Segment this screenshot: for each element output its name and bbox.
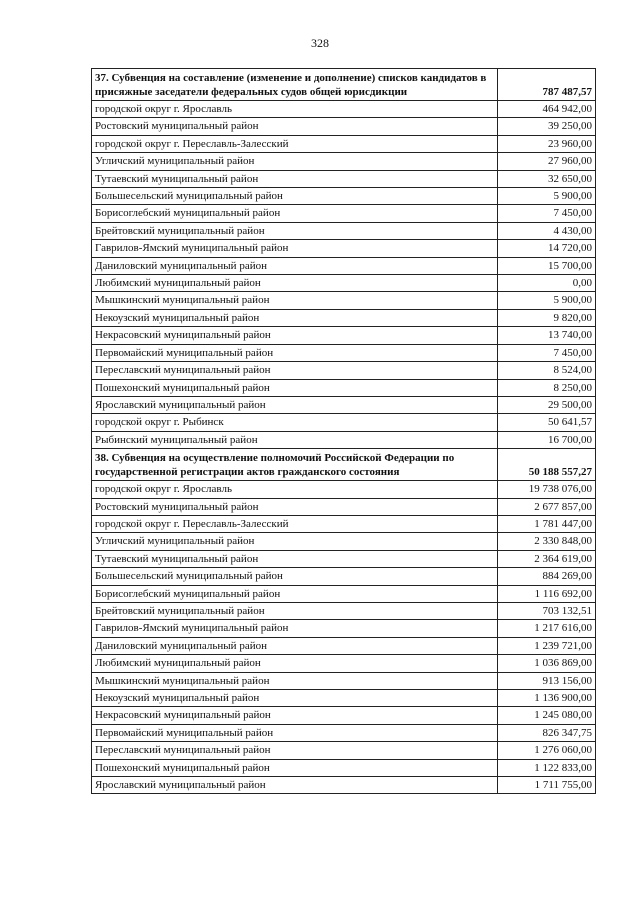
amount-value: 8 524,00	[498, 362, 596, 379]
table-row	[92, 481, 596, 498]
amount-value: 23 960,00	[498, 135, 596, 152]
amount-value: 1 711 755,00	[498, 777, 596, 794]
table-row	[92, 344, 596, 361]
table-row	[92, 724, 596, 741]
table-row	[92, 222, 596, 239]
amount-value: 884 269,00	[498, 568, 596, 585]
municipality-name: Борисоглебский муниципальный район	[92, 205, 498, 222]
table-row	[92, 585, 596, 602]
section-total: 50 188 557,27	[498, 449, 596, 481]
municipality-name: Мышкинский муниципальный район	[92, 672, 498, 689]
municipality-name: Даниловский муниципальный район	[92, 637, 498, 654]
municipality-name: Рыбинский муниципальный район	[92, 431, 498, 448]
table-row	[92, 153, 596, 170]
municipality-name: Угличский муниципальный район	[92, 153, 498, 170]
table-row	[92, 396, 596, 413]
amount-value: 19 738 076,00	[498, 481, 596, 498]
table-row	[92, 205, 596, 222]
municipality-name: Брейтовский муниципальный район	[92, 602, 498, 619]
table-row	[92, 362, 596, 379]
amount-value: 0,00	[498, 275, 596, 292]
municipality-name: городской округ г. Ярославль	[92, 481, 498, 498]
table-row	[92, 568, 596, 585]
amount-value: 1 116 692,00	[498, 585, 596, 602]
municipality-name: Ярославский муниципальный район	[92, 396, 498, 413]
section-title: 37. Субвенция на составление (изменение и дополнение) списков кандидатов в присяжные заседатели федеральных судов общей юрисдикции	[92, 69, 498, 101]
municipality-name: Первомайский муниципальный район	[92, 724, 498, 741]
amount-value: 1 245 080,00	[498, 707, 596, 724]
amount-value: 32 650,00	[498, 170, 596, 187]
amount-value: 7 450,00	[498, 344, 596, 361]
amount-value: 1 136 900,00	[498, 690, 596, 707]
amount-value: 464 942,00	[498, 101, 596, 118]
amount-value: 15 700,00	[498, 257, 596, 274]
amount-value: 9 820,00	[498, 309, 596, 326]
table-row	[92, 240, 596, 257]
table-row	[92, 170, 596, 187]
table-row	[92, 101, 596, 118]
table-row	[92, 742, 596, 759]
table-row	[92, 515, 596, 532]
amount-value: 5 900,00	[498, 188, 596, 205]
page-number: 328	[311, 36, 329, 50]
municipality-name: Любимский муниципальный район	[92, 275, 498, 292]
table-row	[92, 498, 596, 515]
municipality-name: Ростовский муниципальный район	[92, 498, 498, 515]
municipality-name: Угличский муниципальный район	[92, 533, 498, 550]
municipality-name: Тутаевский муниципальный район	[92, 550, 498, 567]
amount-value: 913 156,00	[498, 672, 596, 689]
table-row	[92, 188, 596, 205]
municipality-name: Большесельский муниципальный район	[92, 188, 498, 205]
table-row	[92, 637, 596, 654]
section-title: 38. Субвенция на осуществление полномочий Российской Федерации по государственной регистрации актов гражданского состояния	[92, 449, 498, 481]
table-row	[92, 257, 596, 274]
municipality-name: Пошехонский муниципальный район	[92, 759, 498, 776]
amount-value: 2 677 857,00	[498, 498, 596, 515]
municipality-name: городской округ г. Переславль-Залесский	[92, 515, 498, 532]
municipality-name: Первомайский муниципальный район	[92, 344, 498, 361]
municipality-name: Большесельский муниципальный район	[92, 568, 498, 585]
section-total: 787 487,57	[498, 69, 596, 101]
table-row	[92, 759, 596, 776]
municipality-name: Даниловский муниципальный район	[92, 257, 498, 274]
municipality-name: Гаврилов-Ямский муниципальный район	[92, 620, 498, 637]
municipality-name: Переславский муниципальный район	[92, 362, 498, 379]
table-row	[92, 431, 596, 448]
table-row	[92, 602, 596, 619]
section-header-row	[92, 449, 596, 481]
amount-value: 29 500,00	[498, 396, 596, 413]
amount-value: 1 122 833,00	[498, 759, 596, 776]
table-row	[92, 275, 596, 292]
table-row	[92, 777, 596, 794]
budget-table	[91, 68, 596, 794]
municipality-name: Некрасовский муниципальный район	[92, 707, 498, 724]
amount-value: 2 330 848,00	[498, 533, 596, 550]
amount-value: 5 900,00	[498, 292, 596, 309]
amount-value: 1 239 721,00	[498, 637, 596, 654]
table-row	[92, 292, 596, 309]
amount-value: 1 781 447,00	[498, 515, 596, 532]
table-row	[92, 672, 596, 689]
amount-value: 7 450,00	[498, 205, 596, 222]
amount-value: 1 217 616,00	[498, 620, 596, 637]
municipality-name: Ростовский муниципальный район	[92, 118, 498, 135]
municipality-name: Ярославский муниципальный район	[92, 777, 498, 794]
municipality-name: Переславский муниципальный район	[92, 742, 498, 759]
municipality-name: городской округ г. Ярославль	[92, 101, 498, 118]
municipality-name: городской округ г. Переславль-Залесский	[92, 135, 498, 152]
amount-value: 14 720,00	[498, 240, 596, 257]
amount-value: 1 036 869,00	[498, 655, 596, 672]
municipality-name: Некоузский муниципальный район	[92, 309, 498, 326]
table-row	[92, 135, 596, 152]
municipality-name: Любимский муниципальный район	[92, 655, 498, 672]
amount-value: 826 347,75	[498, 724, 596, 741]
table-row	[92, 550, 596, 567]
table-row	[92, 309, 596, 326]
municipality-name: Борисоглебский муниципальный район	[92, 585, 498, 602]
amount-value: 4 430,00	[498, 222, 596, 239]
municipality-name: Брейтовский муниципальный район	[92, 222, 498, 239]
amount-value: 16 700,00	[498, 431, 596, 448]
table-row	[92, 533, 596, 550]
table-row	[92, 379, 596, 396]
amount-value: 1 276 060,00	[498, 742, 596, 759]
amount-value: 27 960,00	[498, 153, 596, 170]
municipality-name: Пошехонский муниципальный район	[92, 379, 498, 396]
municipality-name: Некрасовский муниципальный район	[92, 327, 498, 344]
table-row	[92, 118, 596, 135]
amount-value: 703 132,51	[498, 602, 596, 619]
municipality-name: Гаврилов-Ямский муниципальный район	[92, 240, 498, 257]
table-row	[92, 414, 596, 431]
table-row	[92, 655, 596, 672]
table-row	[92, 690, 596, 707]
section-header-row	[92, 69, 596, 101]
table-row	[92, 707, 596, 724]
amount-value: 8 250,00	[498, 379, 596, 396]
amount-value: 50 641,57	[498, 414, 596, 431]
amount-value: 13 740,00	[498, 327, 596, 344]
amount-value: 39 250,00	[498, 118, 596, 135]
amount-value: 2 364 619,00	[498, 550, 596, 567]
table-row	[92, 620, 596, 637]
table-row	[92, 327, 596, 344]
municipality-name: Некоузский муниципальный район	[92, 690, 498, 707]
municipality-name: Тутаевский муниципальный район	[92, 170, 498, 187]
municipality-name: Мышкинский муниципальный район	[92, 292, 498, 309]
municipality-name: городской округ г. Рыбинск	[92, 414, 498, 431]
